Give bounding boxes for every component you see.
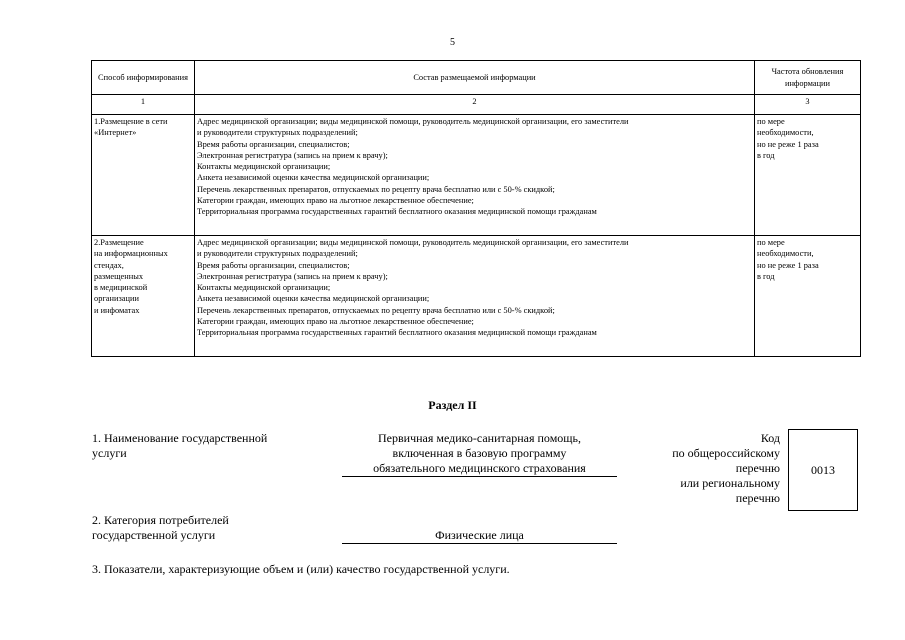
cell-line: Территориальная программа государственных гарантий бесплатного оказания медицинской помощи гражданам: [197, 207, 597, 217]
method-cell: [92, 115, 195, 236]
category-value: Физические лица: [342, 528, 617, 544]
label-line: 1. Наименование государственной: [92, 431, 268, 445]
cell-line: в медицинской: [94, 283, 148, 293]
cell-line: Категории граждан, имеющих право на льготное лекарственное обеспечение;: [197, 196, 474, 206]
cell-line: по мере: [757, 117, 785, 126]
header-method: Способ информирования: [92, 61, 195, 95]
column-number-row: [92, 95, 861, 115]
label-line: услуги: [92, 446, 127, 460]
label-line: перечню: [735, 491, 780, 505]
col-number: 2: [195, 95, 755, 115]
method-cell: [92, 236, 195, 357]
cell-line: Анкета независимой оценки качества медицинской организации;: [197, 294, 430, 304]
cell-line: 2.Размещение: [94, 238, 144, 247]
cell-line: Контакты медицинской организации;: [197, 162, 331, 172]
cell-line: в год: [757, 271, 775, 281]
cell-line: Время работы организации, специалистов;: [197, 260, 350, 270]
col-number: 3: [755, 95, 861, 115]
indicators-heading: 3. Показатели, характеризующие объем и (или) качество государственной услуги.: [92, 562, 510, 576]
cell-line: стендах,: [94, 260, 124, 270]
value-line: Первичная медико-санитарная помощь,: [377, 431, 581, 445]
code-label: [620, 431, 780, 506]
value-line: включенная в базовую программу: [392, 446, 567, 460]
label-line: 2. Категория потребителей: [92, 513, 229, 527]
cell-line: Электронная регистратура (запись на прием к врачу);: [197, 271, 388, 281]
cell-line: размещенных: [94, 271, 144, 281]
cell-line: в год: [757, 150, 775, 160]
service-name-label: [92, 431, 267, 461]
label-line: перечню: [735, 461, 780, 475]
cell-line: но не реже 1 раза: [757, 260, 819, 270]
cell-line: Территориальная программа государственных гарантий бесплатного оказания медицинской помощи гражданам: [197, 328, 597, 338]
cell-line: Адрес медицинской организации; виды медицинской помощи, руководитель медицинской организации, его заместители: [197, 238, 629, 247]
cell-line: по мере: [757, 238, 785, 247]
cell-line: на информационных: [94, 249, 168, 259]
table-header-row: [92, 61, 861, 95]
label-line: по общероссийскому: [672, 446, 780, 460]
content-cell: [195, 115, 755, 236]
label-line: Код: [760, 431, 780, 445]
cell-line: Контакты медицинской организации;: [197, 283, 331, 293]
frequency-cell: [755, 115, 861, 236]
cell-line: «Интернет»: [94, 128, 137, 138]
content-cell: [195, 236, 755, 357]
cell-line: и руководители структурных подразделений;: [197, 128, 358, 138]
cell-line: Адрес медицинской организации; виды медицинской помощи, руководитель медицинской организации, его заместители: [197, 117, 629, 126]
cell-line: организации: [94, 294, 139, 304]
cell-line: Перечень лекарственных препаратов, отпускаемых по рецепту врача бесплатно или с 50-% скидкой;: [197, 305, 555, 315]
cell-line: Перечень лекарственных препаратов, отпускаемых по рецепту врача бесплатно или с 50-% скидкой;: [197, 184, 555, 194]
section-title: Раздел II: [428, 398, 477, 412]
label-line: государственной услуги: [92, 528, 216, 542]
header-frequency: Частота обновления информации: [755, 61, 861, 95]
information-table: [91, 60, 861, 357]
frequency-cell: [755, 236, 861, 357]
cell-line: Время работы организации, специалистов;: [197, 139, 350, 149]
cell-line: Анкета независимой оценки качества медицинской организации;: [197, 173, 430, 183]
page-number: 5: [450, 37, 455, 48]
table-row: [92, 115, 861, 236]
label-line: или региональному: [680, 476, 780, 490]
service-name-value: [342, 431, 617, 477]
code-value-box: 0013: [788, 429, 858, 511]
cell-line: и инфоматах: [94, 305, 140, 315]
col-number: 1: [92, 95, 195, 115]
cell-line: Категории граждан, имеющих право на льготное лекарственное обеспечение;: [197, 317, 474, 327]
cell-line: необходимости,: [757, 128, 814, 138]
cell-line: необходимости,: [757, 249, 814, 259]
category-label: [92, 513, 229, 543]
cell-line: Электронная регистратура (запись на прием к врачу);: [197, 150, 388, 160]
value-line: обязательного медицинского страхования: [373, 461, 586, 475]
table-row: [92, 236, 861, 357]
cell-line: но не реже 1 раза: [757, 139, 819, 149]
cell-line: 1.Размещение в сети: [94, 117, 168, 126]
header-content: Состав размещаемой информации: [195, 61, 755, 95]
cell-line: и руководители структурных подразделений;: [197, 249, 358, 259]
